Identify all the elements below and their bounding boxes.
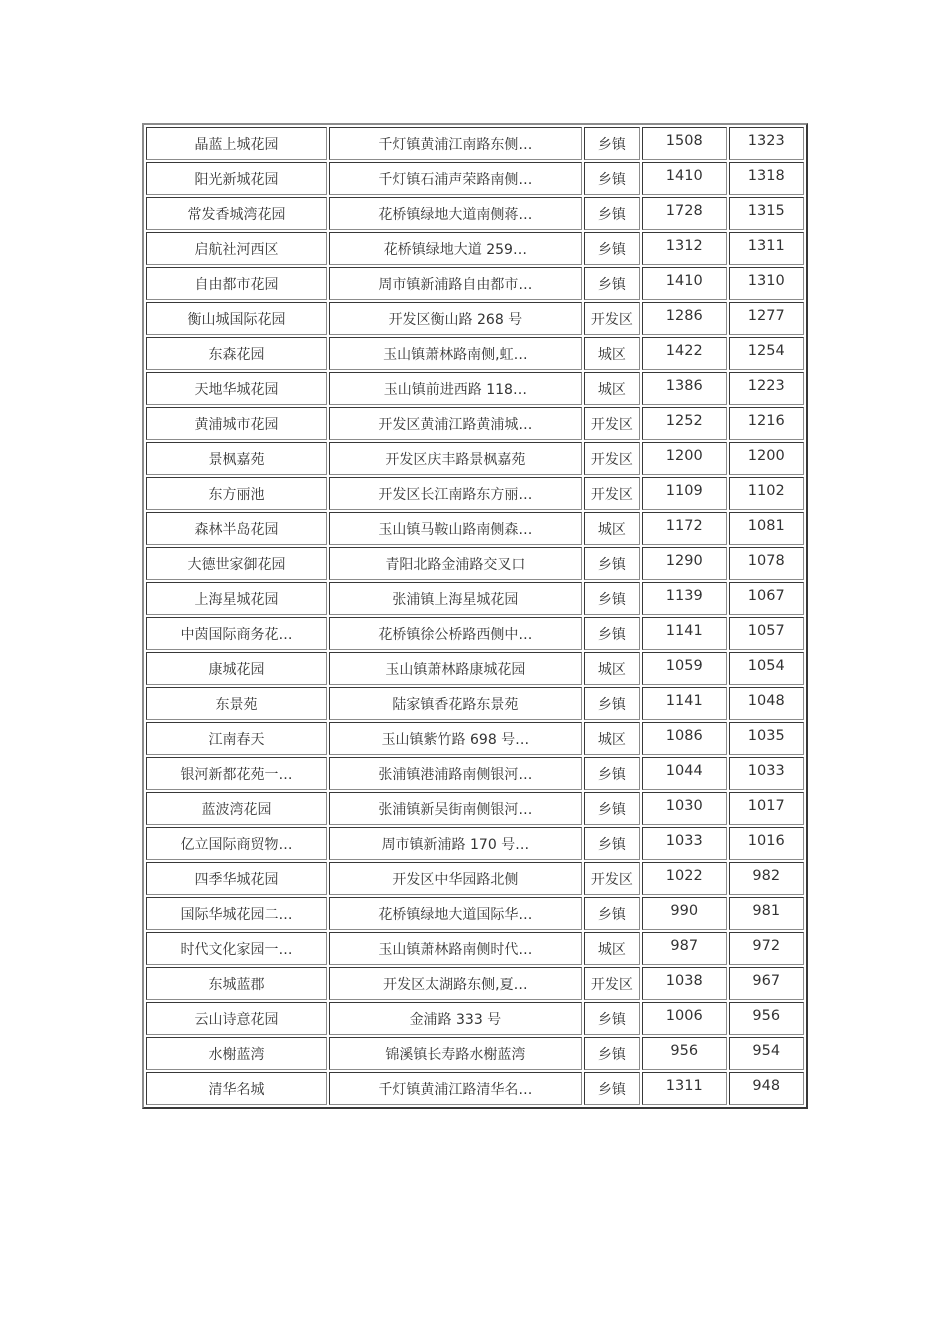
- address-cell: 开发区中华园路北侧: [329, 862, 582, 895]
- address-cell: 玉山镇萧林路南侧时代…: [329, 932, 582, 965]
- area-type-cell: 乡镇: [584, 792, 640, 825]
- value-a-cell: 1410: [642, 267, 727, 300]
- address-cell: 开发区长江南路东方丽…: [329, 477, 582, 510]
- value-b-cell: 1035: [729, 722, 804, 755]
- value-a-cell: 956: [642, 1037, 727, 1070]
- address-cell: 锦溪镇长寿路水榭蓝湾: [329, 1037, 582, 1070]
- table-row: [146, 512, 804, 545]
- value-b-cell: 1048: [729, 687, 804, 720]
- value-a-cell: 1172: [642, 512, 727, 545]
- address-cell: 开发区庆丰路景枫嘉苑: [329, 442, 582, 475]
- project-name-cell: 森林半岛花园: [146, 512, 327, 545]
- value-b-cell: 1310: [729, 267, 804, 300]
- table-row: [146, 267, 804, 300]
- area-type-cell: 乡镇: [584, 617, 640, 650]
- project-name-cell: 东方丽池: [146, 477, 327, 510]
- value-a-cell: 1422: [642, 337, 727, 370]
- project-name-cell: 银河新都花苑一…: [146, 757, 327, 790]
- project-name-cell: 东城蓝郡: [146, 967, 327, 1000]
- project-name-cell: 江南春天: [146, 722, 327, 755]
- area-type-cell: 开发区: [584, 442, 640, 475]
- value-b-cell: 981: [729, 897, 804, 930]
- project-name-cell: 四季华城花园: [146, 862, 327, 895]
- project-name-cell: 景枫嘉苑: [146, 442, 327, 475]
- table-row: [146, 337, 804, 370]
- area-type-cell: 城区: [584, 372, 640, 405]
- address-cell: 花桥镇绿地大道国际华…: [329, 897, 582, 930]
- value-a-cell: 1508: [642, 127, 727, 160]
- area-type-cell: 乡镇: [584, 582, 640, 615]
- value-b-cell: 956: [729, 1002, 804, 1035]
- table-row: [146, 652, 804, 685]
- table-row: [146, 407, 804, 440]
- area-type-cell: 开发区: [584, 477, 640, 510]
- value-b-cell: 1054: [729, 652, 804, 685]
- table-row: [146, 1002, 804, 1035]
- value-a-cell: 1022: [642, 862, 727, 895]
- area-type-cell: 城区: [584, 722, 640, 755]
- area-type-cell: 乡镇: [584, 687, 640, 720]
- table-row: [146, 757, 804, 790]
- value-a-cell: 1059: [642, 652, 727, 685]
- value-a-cell: 1312: [642, 232, 727, 265]
- area-type-cell: 乡镇: [584, 757, 640, 790]
- value-a-cell: 1141: [642, 617, 727, 650]
- value-b-cell: 1311: [729, 232, 804, 265]
- housing-table: [142, 123, 808, 1109]
- area-type-cell: 乡镇: [584, 1002, 640, 1035]
- table-row: [146, 897, 804, 930]
- project-name-cell: 中茵国际商务花…: [146, 617, 327, 650]
- value-a-cell: 1030: [642, 792, 727, 825]
- value-b-cell: 1315: [729, 197, 804, 230]
- address-cell: 周市镇新浦路自由都市…: [329, 267, 582, 300]
- project-name-cell: 清华名城: [146, 1072, 327, 1105]
- table-row: [146, 162, 804, 195]
- area-type-cell: 乡镇: [584, 547, 640, 580]
- value-a-cell: 1044: [642, 757, 727, 790]
- value-a-cell: 1006: [642, 1002, 727, 1035]
- housing-table-container: [142, 123, 808, 1219]
- project-name-cell: 晶蓝上城花园: [146, 127, 327, 160]
- table-row: [146, 127, 804, 160]
- table-row: [146, 1037, 804, 1070]
- address-cell: 玉山镇萧林路康城花园: [329, 652, 582, 685]
- table-row: [146, 792, 804, 825]
- project-name-cell: 衡山城国际花园: [146, 302, 327, 335]
- value-a-cell: 1290: [642, 547, 727, 580]
- area-type-cell: 开发区: [584, 967, 640, 1000]
- area-type-cell: 开发区: [584, 407, 640, 440]
- value-a-cell: 1038: [642, 967, 727, 1000]
- value-a-cell: 1252: [642, 407, 727, 440]
- address-cell: 开发区衡山路 268 号: [329, 302, 582, 335]
- address-cell: 金浦路 333 号: [329, 1002, 582, 1035]
- project-name-cell: 启航社河西区: [146, 232, 327, 265]
- address-cell: 陆家镇香花路东景苑: [329, 687, 582, 720]
- value-a-cell: 1139: [642, 582, 727, 615]
- value-b-cell: 1057: [729, 617, 804, 650]
- address-cell: 玉山镇马鞍山路南侧森…: [329, 512, 582, 545]
- value-b-cell: 954: [729, 1037, 804, 1070]
- value-a-cell: 1410: [642, 162, 727, 195]
- address-cell: 玉山镇前进西路 118…: [329, 372, 582, 405]
- project-name-cell: 云山诗意花园: [146, 1002, 327, 1035]
- table-row: [146, 232, 804, 265]
- area-type-cell: 乡镇: [584, 897, 640, 930]
- value-b-cell: 1223: [729, 372, 804, 405]
- value-a-cell: 987: [642, 932, 727, 965]
- value-b-cell: 1016: [729, 827, 804, 860]
- area-type-cell: 乡镇: [584, 197, 640, 230]
- project-name-cell: 自由都市花园: [146, 267, 327, 300]
- table-row: [146, 967, 804, 1000]
- area-type-cell: 乡镇: [584, 232, 640, 265]
- area-type-cell: 乡镇: [584, 1037, 640, 1070]
- value-a-cell: 990: [642, 897, 727, 930]
- value-b-cell: 1033: [729, 757, 804, 790]
- value-b-cell: 1216: [729, 407, 804, 440]
- value-b-cell: 1078: [729, 547, 804, 580]
- value-b-cell: 1323: [729, 127, 804, 160]
- table-row: [146, 862, 804, 895]
- value-a-cell: 1086: [642, 722, 727, 755]
- value-b-cell: 982: [729, 862, 804, 895]
- value-b-cell: 1277: [729, 302, 804, 335]
- address-cell: 开发区黄浦江路黄浦城…: [329, 407, 582, 440]
- table-row: [146, 687, 804, 720]
- value-a-cell: 1311: [642, 1072, 727, 1105]
- area-type-cell: 乡镇: [584, 127, 640, 160]
- project-name-cell: 大德世家御花园: [146, 547, 327, 580]
- address-cell: 千灯镇黄浦江路清华名…: [329, 1072, 582, 1105]
- value-a-cell: 1033: [642, 827, 727, 860]
- project-name-cell: 水榭蓝湾: [146, 1037, 327, 1070]
- address-cell: 张浦镇新吴街南侧银河…: [329, 792, 582, 825]
- table-row: [146, 722, 804, 755]
- address-cell: 张浦镇上海星城花园: [329, 582, 582, 615]
- area-type-cell: 城区: [584, 652, 640, 685]
- table-row: [146, 372, 804, 405]
- table-row: [146, 442, 804, 475]
- project-name-cell: 黄浦城市花园: [146, 407, 327, 440]
- table-row: [146, 1072, 804, 1105]
- area-type-cell: 开发区: [584, 862, 640, 895]
- address-cell: 玉山镇萧林路南侧,虹…: [329, 337, 582, 370]
- value-a-cell: 1200: [642, 442, 727, 475]
- project-name-cell: 时代文化家园一…: [146, 932, 327, 965]
- address-cell: 张浦镇港浦路南侧银河…: [329, 757, 582, 790]
- area-type-cell: 城区: [584, 337, 640, 370]
- value-b-cell: 1200: [729, 442, 804, 475]
- area-type-cell: 乡镇: [584, 1072, 640, 1105]
- value-b-cell: 1017: [729, 792, 804, 825]
- area-type-cell: 乡镇: [584, 827, 640, 860]
- table-row: [146, 547, 804, 580]
- address-cell: 千灯镇石浦声荣路南侧…: [329, 162, 582, 195]
- address-cell: 花桥镇绿地大道 259…: [329, 232, 582, 265]
- table-row: [146, 932, 804, 965]
- value-a-cell: 1386: [642, 372, 727, 405]
- address-cell: 花桥镇徐公桥路西侧中…: [329, 617, 582, 650]
- address-cell: 千灯镇黄浦江南路东侧…: [329, 127, 582, 160]
- area-type-cell: 城区: [584, 932, 640, 965]
- value-b-cell: 1081: [729, 512, 804, 545]
- housing-table-body: [146, 127, 804, 1105]
- value-a-cell: 1109: [642, 477, 727, 510]
- area-type-cell: 城区: [584, 512, 640, 545]
- project-name-cell: 东景苑: [146, 687, 327, 720]
- table-row: [146, 302, 804, 335]
- value-b-cell: 1254: [729, 337, 804, 370]
- address-cell: 青阳北路金浦路交叉口: [329, 547, 582, 580]
- project-name-cell: 常发香城湾花园: [146, 197, 327, 230]
- value-b-cell: 1318: [729, 162, 804, 195]
- address-cell: 花桥镇绿地大道南侧蒋…: [329, 197, 582, 230]
- table-row: [146, 617, 804, 650]
- table-row: [146, 827, 804, 860]
- value-b-cell: 948: [729, 1072, 804, 1105]
- project-name-cell: 亿立国际商贸物…: [146, 827, 327, 860]
- project-name-cell: 阳光新城花园: [146, 162, 327, 195]
- value-b-cell: 1067: [729, 582, 804, 615]
- table-row: [146, 477, 804, 510]
- table-row: [146, 197, 804, 230]
- project-name-cell: 东森花园: [146, 337, 327, 370]
- project-name-cell: 国际华城花园二…: [146, 897, 327, 930]
- table-row: [146, 582, 804, 615]
- value-a-cell: 1141: [642, 687, 727, 720]
- address-cell: 开发区太湖路东侧,夏…: [329, 967, 582, 1000]
- area-type-cell: 乡镇: [584, 162, 640, 195]
- value-b-cell: 972: [729, 932, 804, 965]
- project-name-cell: 天地华城花园: [146, 372, 327, 405]
- project-name-cell: 上海星城花园: [146, 582, 327, 615]
- address-cell: 玉山镇紫竹路 698 号…: [329, 722, 582, 755]
- address-cell: 周市镇新浦路 170 号…: [329, 827, 582, 860]
- area-type-cell: 乡镇: [584, 267, 640, 300]
- value-a-cell: 1728: [642, 197, 727, 230]
- area-type-cell: 开发区: [584, 302, 640, 335]
- project-name-cell: 蓝波湾花园: [146, 792, 327, 825]
- value-b-cell: 1102: [729, 477, 804, 510]
- value-b-cell: 967: [729, 967, 804, 1000]
- project-name-cell: 康城花园: [146, 652, 327, 685]
- value-a-cell: 1286: [642, 302, 727, 335]
